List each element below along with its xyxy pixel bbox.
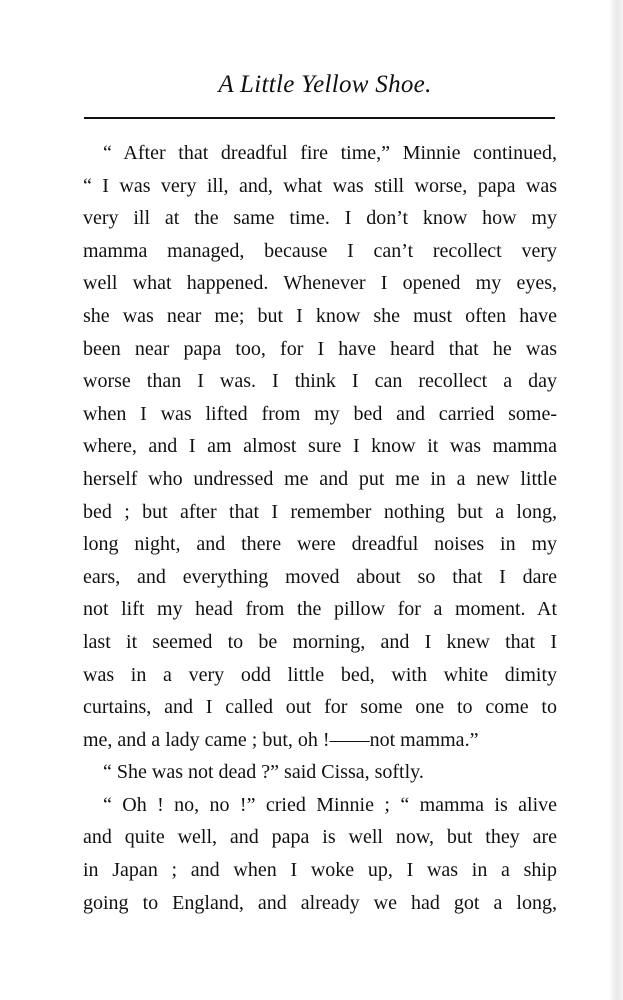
text-line: “ She was not dead ?” said Cissa, softly. bbox=[103, 761, 424, 784]
page-edge-shadow bbox=[609, 0, 623, 1000]
text-line: well what happened. Whenever I opened my eyes, bbox=[83, 272, 557, 295]
text-line: been near papa too, for I have heard that he was bbox=[83, 337, 557, 360]
text-line: going to England, and already we had got a long, bbox=[83, 891, 557, 914]
text-line: last it seemed to be morning, and I knew that I bbox=[83, 630, 557, 653]
text-line: long night, and there were dreadful noises in my bbox=[83, 533, 557, 556]
running-head: A Little Yellow Shoe. bbox=[218, 71, 432, 98]
text-line: not lift my head from the pillow for a moment. At bbox=[83, 598, 557, 621]
body-text bbox=[83, 137, 557, 919]
text-line: “ Oh ! no, no !” cried Minnie ; “ mamma is alive bbox=[103, 793, 557, 816]
text-line: worse than I was. I think I can recollect a day bbox=[83, 370, 557, 393]
text-line: where, and I am almost sure I know it was mamma bbox=[83, 435, 557, 458]
text-line: “ After that dreadful fire time,” Minnie continued, bbox=[103, 142, 557, 164]
text-line: in Japan ; and when I woke up, I was in a ship bbox=[83, 859, 557, 882]
text-line: she was near me; but I know she must often have bbox=[83, 304, 557, 327]
text-line: mamma managed, because I can’t recollect very bbox=[83, 239, 557, 262]
text-line: bed ; but after that I remember nothing but a long, bbox=[83, 500, 557, 523]
header-rule bbox=[84, 117, 555, 119]
text-line: was in a very odd little bed, with white dimity bbox=[83, 663, 557, 686]
text-line: ears, and everything moved about so that I dare bbox=[83, 565, 557, 588]
text-line: and quite well, and papa is well now, but they are bbox=[83, 826, 557, 849]
text-line: when I was lifted from my bed and carried some- bbox=[83, 402, 557, 425]
text-line: “ I was very ill, and, what was still worse, papa was bbox=[83, 174, 557, 197]
text-line: me, and a lady came ; but, oh !——not mamma.” bbox=[83, 728, 479, 751]
text-line: curtains, and I called out for some one to come to bbox=[83, 696, 557, 719]
text-line: herself who undressed me and put me in a new little bbox=[83, 467, 557, 490]
text-line: very ill at the same time. I don’t know how my bbox=[83, 207, 557, 230]
